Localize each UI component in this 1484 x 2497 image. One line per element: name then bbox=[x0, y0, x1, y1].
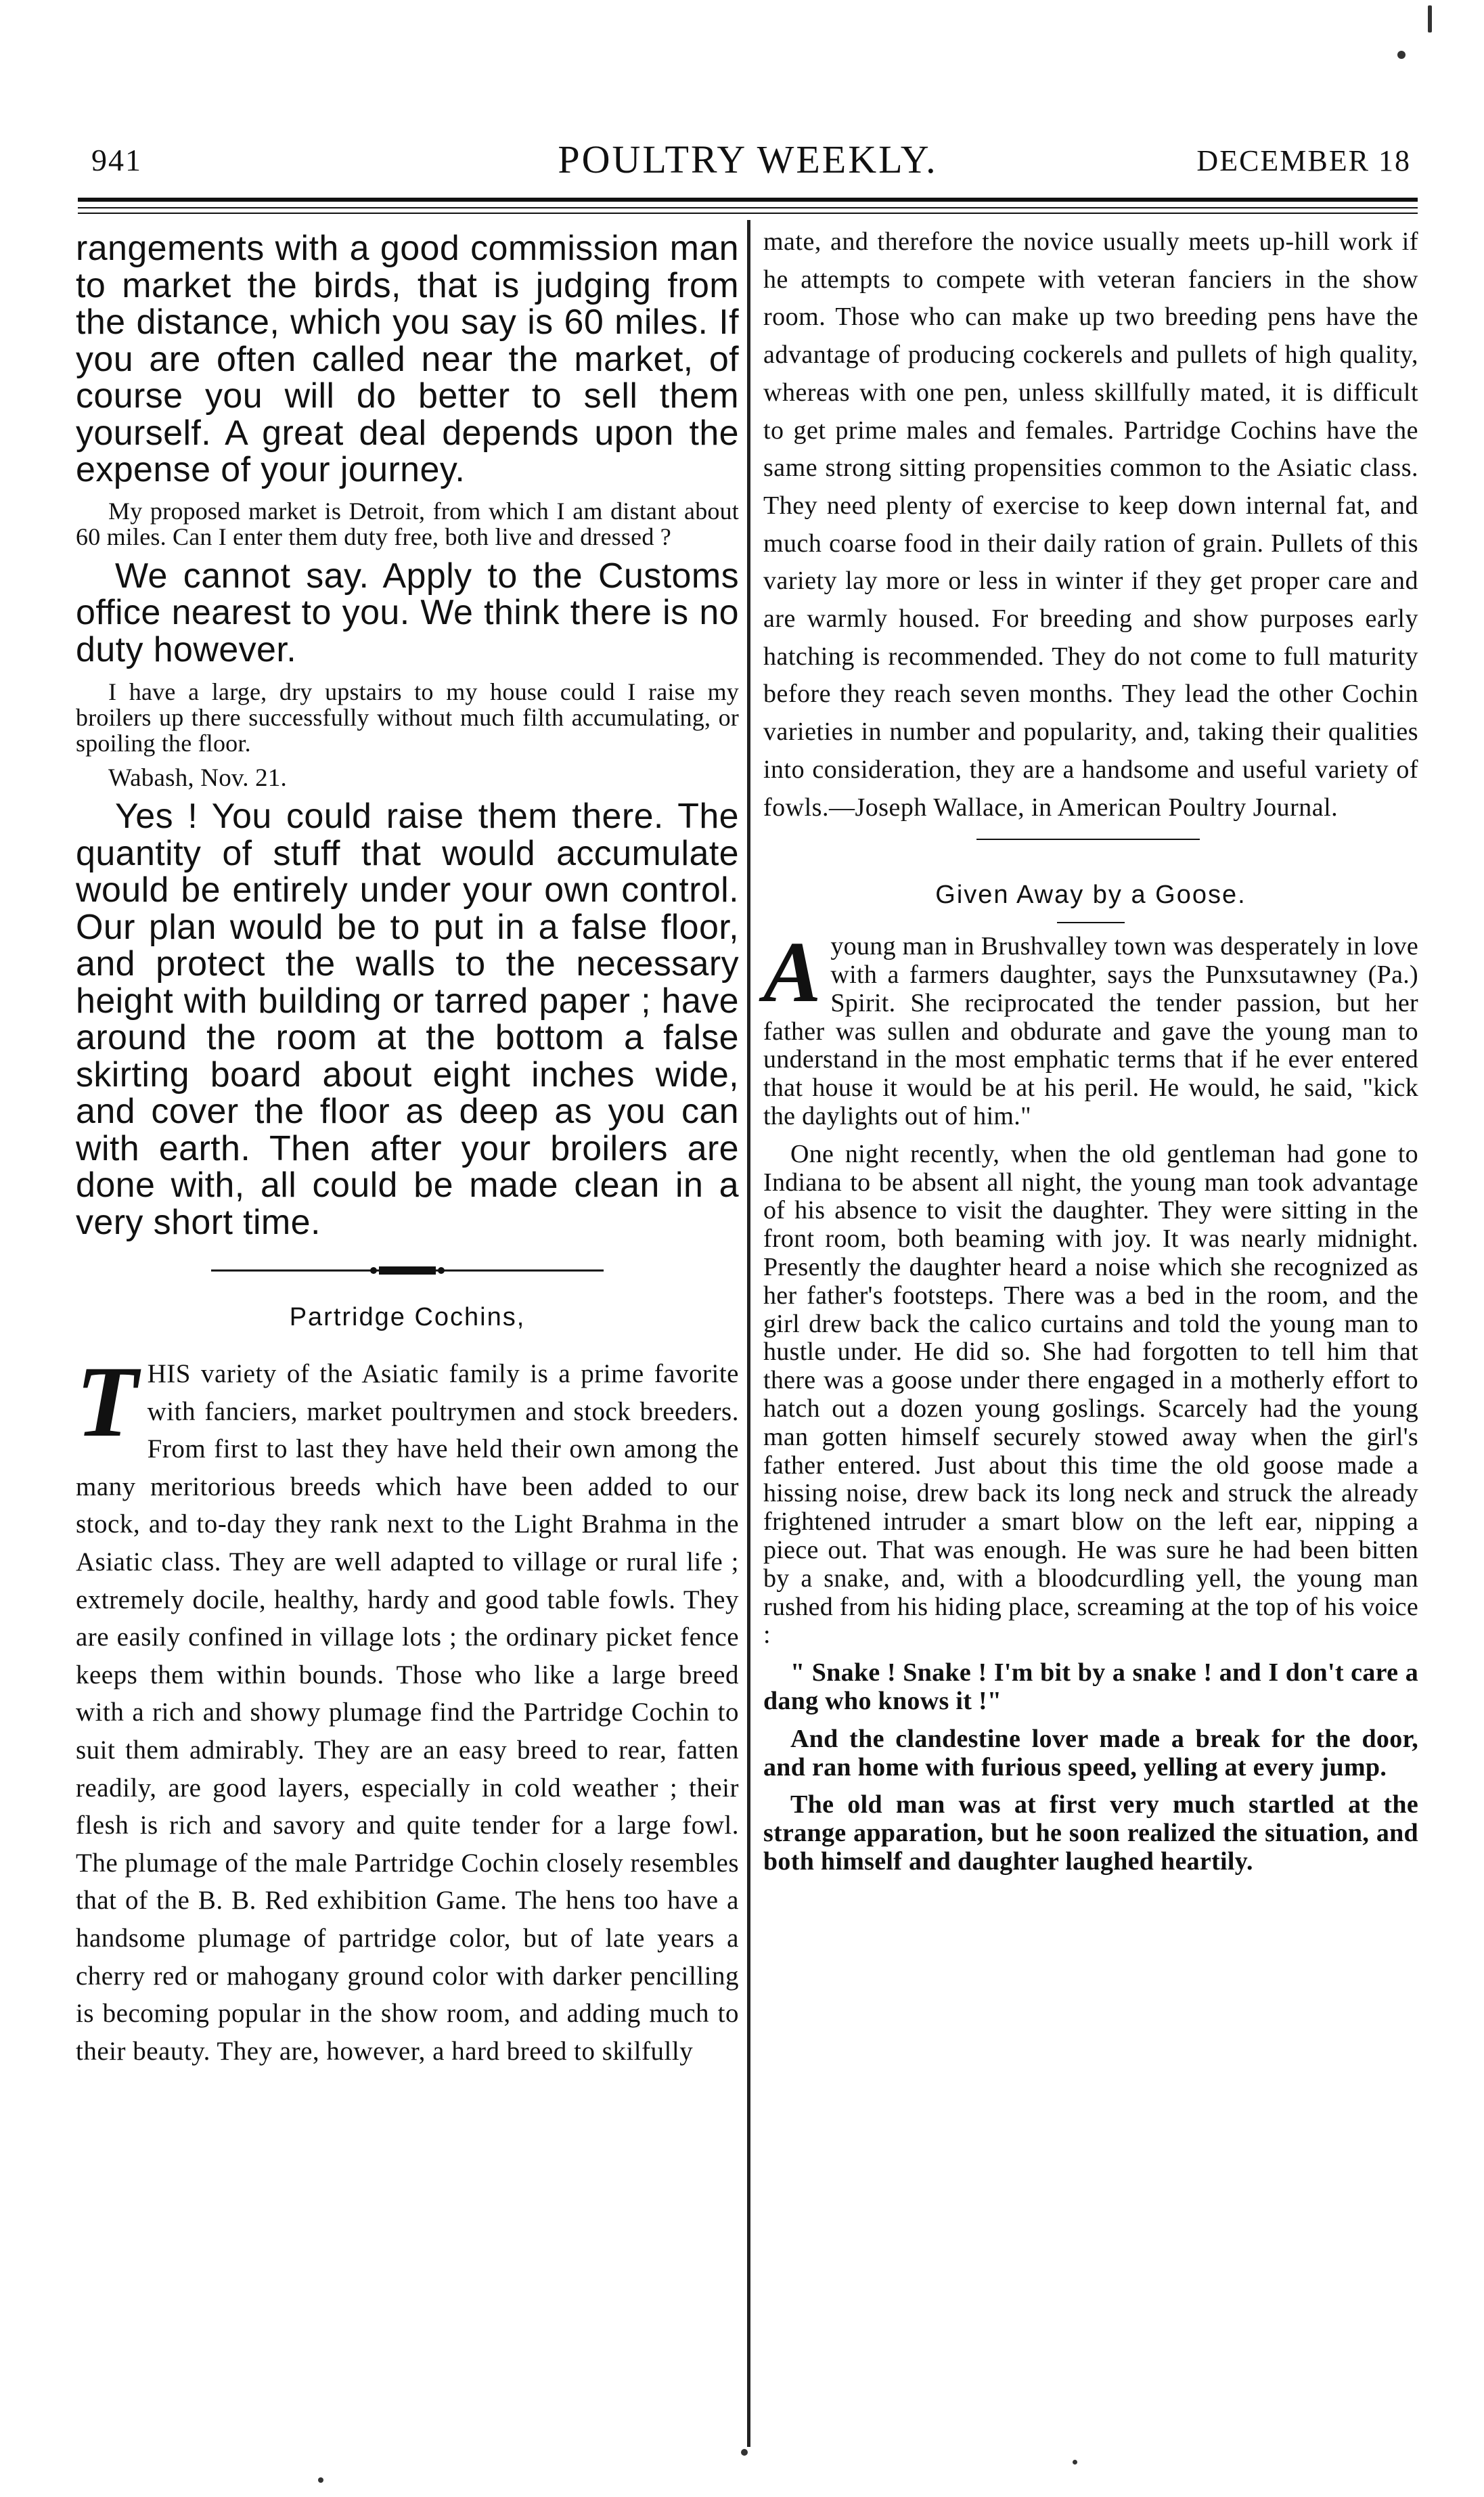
page-number: 941 bbox=[91, 143, 142, 177]
drop-cap: A bbox=[763, 924, 822, 1021]
story-paragraph: One night recently, when the old gentleman had gone to Indiana to be absent all night, the young man took advantage of his absence to visit the daughter. They were sitting in the front room, both beaming with joy. It was nearly midnight. Presently the daughter heard a noise which she recognized as her father's footsteps. There was a bed in the room, and the girl drew back the calico curtains and told the young man to hustle under. He did so. She had forgotten to tell him that there was a goose under there engaged in a motherly effort to hatch out a dozen young goslings. Scarcely had the young man gotten himself securely stowed away when the girl's father entered. Just about this time the old goose made a hissing noise, drew back its long neck and struck the already frightened intruder a smart blow on the left ear, nipping a piece out. That was enough. He was sure he had been bitten by a snake, and, with a bloodcurdling yell, the young man rushed from his hiding place, screaming at the top of his voice : bbox=[763, 1139, 1418, 1650]
story-paragraph: " Snake ! Snake ! I'm bit by a snake ! and I don't care a dang who knows it !" bbox=[763, 1658, 1418, 1715]
article-paragraph: mate, and therefore the novice usually meets up-hill work if he attempts to compete with veteran fanciers in the show room. Those who can make up two breeding pens have the advantage of producing cockerels and pullets of high quality, whereas with one pen, unless skillfully mated, it is difficult to get prime males and females. Partridge Cochins have the same strong sitting propensities common to the Asiatic class. They need plenty of exercise to keep down internal fat, and much coarse food in their daily ration of grain. Pullets of this variety lay more or less in winter if they get proper care and are warmly housed. For breeding and show purposes early hatching is recommended. They do not come to full maturity before they reach seven months. They lead the other Cochin varieties in number and popularity, and, taking their qualities into consideration, they are a handsome and useful variety of fowls.—Joseph Wallace, in American Poultry Journal. bbox=[763, 227, 1418, 822]
short-rule bbox=[1057, 922, 1125, 923]
right-column bbox=[763, 223, 1418, 1876]
short-rule bbox=[976, 839, 1200, 840]
article-paragraph: HIS variety of the Asiatic family is a prime favorite with fanciers, market poultrymen and stock breeders. From first to last they have held their own among the many meritorious breeds which have been added to our stock, and to-day they rank next to the Light Brahma in the Asiatic class. They are well adapted to village or rural life ; extremely docile, healthy, hardy and good table fowls. They are easily confined in village lots ; the ordinary picket fence keeps them within bounds. Those who like a large breed with a rich and showy plumage find the Partridge Cochin to suit them admirably. They are an easy breed to rear, fatten readily, are good layers, especially in cold weather ; their flesh is rich and savory and quite tender for a large fowl. The plumage of the male Partridge Cochin closely resembles that of the B. B. Red exhibition Game. The hens too have a handsome plumage of partridge color, but of late years a cherry red or mahogany ground color with darker pencilling is becoming popular in the show room, and adding much to their beauty. They are, however, a hard breed to skilfully bbox=[76, 1359, 739, 2066]
answer-text: We cannot say. Apply to the Customs office nearest to you. We think there is no duty however. bbox=[76, 556, 739, 669]
header-rule bbox=[78, 198, 1418, 202]
answer-text: Yes ! You could raise them there. The quantity of stuff that would accumulate would be entirely under your own control. Our plan would be to put in a false floor, and protect the walls to the necessary height with building or tarred paper ; have around the room at the bottom a false skirting board about eight inches wide, and cover the floor as deep as you can with earth. Then after your broilers are done with, all could be made clean in a very short time. bbox=[76, 797, 739, 1242]
ornament-divider bbox=[211, 1264, 604, 1277]
story-paragraph: The old man was at first very much startled at the strange apparation, but he soon realized the situation, and both himself and daughter laughed heartily. bbox=[763, 1790, 1418, 1876]
page-header bbox=[78, 135, 1418, 190]
reader-question: My proposed market is Detroit, from which I am distant about 60 miles. Can I enter them duty free, both live and dressed ? bbox=[76, 497, 739, 550]
left-column bbox=[76, 223, 739, 2070]
article-heading: Partridge Cochins, bbox=[289, 1303, 526, 1331]
drop-cap: T bbox=[76, 1346, 138, 1458]
scan-speck bbox=[1073, 2460, 1077, 2465]
story-body bbox=[763, 924, 1418, 1131]
scan-speck bbox=[1428, 5, 1432, 32]
answer-text: rangements with a good commission man to market the birds, that is judging from the distance, which you say is 60 miles. If you are often called near the market, of course you will do better to sell them yourself. A great deal depends upon the expense of your journey. bbox=[76, 229, 739, 489]
issue-date: DECEMBER 18 bbox=[1196, 144, 1411, 177]
header-rule-thin bbox=[78, 207, 1418, 208]
reader-question: I have a large, dry upstairs to my house could I raise my broilers up there successfully without much filth accumulating, or spoiling the floor. bbox=[76, 678, 739, 757]
story-heading: Given Away by a Goose. bbox=[935, 881, 1246, 910]
story-paragraph: young man in Brushvalley town was desperately in love with a farmers daughter, says the Punxsutawney (Pa.) Spirit. She reciprocated the tender passion, but her father was sullen and obdurate and gave the young man to understand in the most emphatic terms that if he ever entered that house it would be at his peril. He would, he said, "kick the daylights out of him." bbox=[763, 932, 1418, 1131]
story-paragraph: And the clandestine lover made a break for the door, and ran home with furious speed, yelling at every jump. bbox=[763, 1724, 1418, 1782]
header-rule-thin bbox=[78, 213, 1418, 214]
scan-speck bbox=[1397, 51, 1406, 59]
scan-speck bbox=[741, 2449, 748, 2456]
article-body bbox=[76, 1346, 739, 2070]
column-divider bbox=[747, 220, 750, 2447]
publication-title: POULTRY WEEKLY. bbox=[558, 137, 938, 181]
scan-speck bbox=[318, 2477, 323, 2483]
question-signature: Wabash, Nov. 21. bbox=[108, 764, 287, 792]
